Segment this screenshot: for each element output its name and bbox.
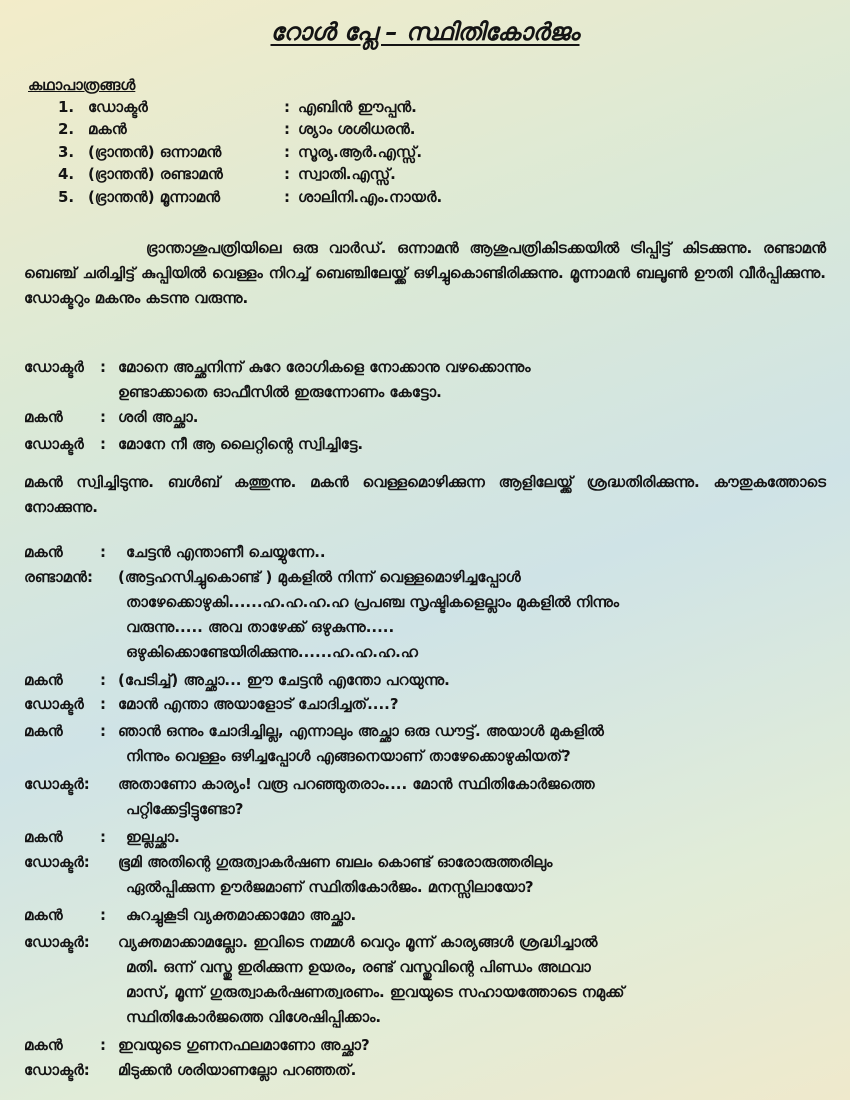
character-row: 4. (ഭ്രാന്തൻ) രണ്ടാമൻ : സ്വാതി.എസ്സ്. xyxy=(58,165,396,183)
dialogue-colon: : xyxy=(100,408,106,426)
dialogue-speaker: ഡോക്ടർ: xyxy=(24,775,90,793)
character-actor: ശ്യാം ശശിധരൻ. xyxy=(298,120,416,138)
dialogue-speaker: ഡോക്ടർ xyxy=(24,358,84,376)
character-row: 1. ഡോക്ടർ : എബിൻ ഈപ്പൻ. xyxy=(58,98,417,116)
dialogue-speaker: മകൻ xyxy=(24,1036,63,1054)
dialogue-speaker: ഡോക്ടർ: xyxy=(24,933,90,951)
dialogue-speaker: രണ്ടാമൻ: xyxy=(24,568,93,586)
dialogue-line: വ്യക്തമാക്കാമല്ലോ. ഇവിടെ നമ്മൾ വെറും മൂന്ന് കാര്യങ്ങൾ ശ്രദ്ധിച്ചാൽ xyxy=(118,933,598,951)
dialogue-line: (അട്ടഹസിച്ചുകൊണ്ട് ) മുകളിൽ നിന്ന് വെള്ളമൊഴിച്ചപ്പോൾ xyxy=(118,568,521,586)
dialogue-line: മിടുക്കൻ ശരിയാണല്ലോ പറഞ്ഞത്. xyxy=(118,1061,357,1079)
character-row: 2. മകൻ : ശ്യാം ശശിധരൻ. xyxy=(58,120,416,138)
character-role: മകൻ xyxy=(88,120,127,138)
dialogue-line: ഭൂമി അതിന്റെ ഗുരുത്വാകർഷണ ബലം കൊണ്ട് ഓരോരുത്തരിലും xyxy=(118,853,553,871)
dialogue-speaker: മകൻ xyxy=(24,671,63,689)
dialogue-speaker: മകൻ xyxy=(24,408,63,426)
dialogue-line: താഴേക്കൊഴുകി......ഹ.ഹ.ഹ.ഹ പ്രപഞ്ച സൃഷ്ടികളെല്ലാം മുകളിൽ നിന്നും xyxy=(126,593,620,611)
dialogue-colon: : xyxy=(100,906,106,924)
character-role: (ഭ്രാന്തൻ) ഒന്നാമൻ xyxy=(88,143,222,161)
scene-description-2: മകൻ സ്വിച്ചിടുന്നു. ബൾബ് കത്തുന്നു. മകൻ വെള്ളമൊഴിക്കുന്ന ആളിലേയ്ക്ക് ശ്രദ്ധതിരിക്കുന്നു. കൗതുകത്തോടെ നോക്കുന്നു. xyxy=(24,473,826,516)
character-role: (ഭ്രാന്തൻ) രണ്ടാമൻ xyxy=(88,165,223,183)
dialogue-colon: : xyxy=(100,543,106,561)
dialogue-line: ഒഴുകിക്കൊണ്ടേയിരിക്കുന്നു......ഹ.ഹ.ഹ.ഹ xyxy=(126,643,419,661)
dialogue-speaker: ഡോക്ടർ xyxy=(24,435,84,453)
dialogue-line: മോൻ എന്താ അയാളോട് ചോദിച്ചത്....? xyxy=(118,695,399,713)
dialogue-line: ഇവയുടെ ഗുണനഫലമാണോ അച്ഛാ? xyxy=(118,1036,370,1054)
dialogue-line: പറ്റിക്കേട്ടിട്ടുണ്ടോ? xyxy=(126,800,244,818)
dialogue-line: ഇല്ലച്ഛാ. xyxy=(126,828,180,846)
character-number: 3. xyxy=(58,143,75,161)
dialogue-line: അതാണോ കാര്യം! വരൂ പറഞ്ഞുതരാം.... മോൻ സ്ഥിതികോർജത്തെ xyxy=(118,775,595,793)
dialogue-line: (പേടിച്ച്) അച്ഛാ... ഈ ചേട്ടൻ എന്തോ പറയുന്നു. xyxy=(118,671,450,689)
character-actor: സ്വാതി.എസ്സ്. xyxy=(298,165,396,183)
character-role: (ഭ്രാന്തൻ) മൂന്നാമൻ xyxy=(88,188,221,206)
dialogue-line: മോനേ നീ ആ ലൈറ്റിന്റെ സ്വിച്ചിട്ടേ. xyxy=(118,435,364,453)
dialogue-colon: : xyxy=(100,435,106,453)
dialogue-line: സ്ഥിതികോർജത്തെ വിശേഷിപ്പിക്കാം. xyxy=(126,1008,382,1026)
character-row: 5. (ഭ്രാന്തൻ) മൂന്നാമൻ : ശാലിനി.എം.നായർ. xyxy=(58,188,443,206)
dialogue-line: നിന്നും വെള്ളം ഒഴിച്ചപ്പോൾ എങ്ങനെയാണ് താഴേക്കൊഴുകിയത്? xyxy=(126,747,571,765)
dialogue-line: മതി. ഒന്ന് വസ്തു ഇരിക്കുന്ന ഉയരം, രണ്ട് വസ്തുവിന്റെ പിണ്ഡം അഥവാ xyxy=(126,958,591,976)
dialogue-line: ചേട്ടൻ എന്താണീ ചെയ്യുന്നേ.. xyxy=(126,543,326,561)
dialogue-colon: : xyxy=(100,695,106,713)
dialogue-speaker: മകൻ xyxy=(24,906,63,924)
dialogue-colon: : xyxy=(100,671,106,689)
characters-heading: കഥാപാത്രങ്ങൾ xyxy=(28,76,136,94)
character-actor: ശാലിനി.എം.നായർ. xyxy=(298,188,443,206)
character-actor: സൂര്യ.ആർ.എസ്സ്. xyxy=(298,143,423,161)
scene-description: ഭ്രാന്താശുപത്രിയിലെ ഒരു വാർഡ്. ഒന്നാമൻ ആശുപത്രികിടക്കയിൽ ട്രിപ്പിട്ട് കിടക്കുന്നു. രണ്ടാമൻ ബെഞ്ച് ചരിച്ചിട്ട് കുപ്പിയിൽ വെള്ളം നിറച്ച് ബെഞ്ചിലേയ്ക്ക് ഒഴിച്ചുകൊണ്ടിരിക്കുന്നു. മൂന്നാമൻ ബലൂൺ ഊതി വീർപ്പിക്കുന്നു. ഡോക്ടറും മകനും കടന്നു വരുന്നു. xyxy=(24,239,826,307)
character-role: ഡോക്ടർ xyxy=(88,98,148,116)
character-number: 2. xyxy=(58,120,75,138)
character-actor: എബിൻ ഈപ്പൻ. xyxy=(298,98,417,116)
page-title: റോൾ പ്ലേ – സ്ഥിതികോർജം xyxy=(270,18,580,46)
dialogue-colon: : xyxy=(100,358,106,376)
character-number: 1. xyxy=(58,98,75,116)
dialogue-speaker: മകൻ xyxy=(24,828,63,846)
character-number: 5. xyxy=(58,188,75,206)
dialogue-colon: : xyxy=(100,828,106,846)
dialogue-line: വരുന്നു..... അവ താഴേക്ക് ഒഴുകുന്നു..... xyxy=(126,618,395,636)
dialogue-speaker: ഡോക്ടർ xyxy=(24,695,84,713)
character-row: 3. (ഭ്രാന്തൻ) ഒന്നാമൻ : സൂര്യ.ആർ.എസ്സ്. xyxy=(58,143,423,161)
dialogue-line: ശരി അച്ഛാ. xyxy=(118,408,199,426)
dialogue-line: കുറച്ചുകൂടി വ്യക്തമാക്കാമോ അച്ഛാ. xyxy=(126,906,357,924)
dialogue-colon: : xyxy=(100,1036,106,1054)
dialogue-colon: : xyxy=(100,722,106,740)
dialogue-speaker: മകൻ xyxy=(24,722,63,740)
dialogue-line: ഏൽപ്പിക്കുന്ന ഊർജമാണ് സ്ഥിതികോർജം. മനസ്സിലായോ? xyxy=(126,878,534,896)
dialogue-speaker: ഡോക്ടർ: xyxy=(24,853,90,871)
dialogue-line: മോനെ അച്ഛനിന്ന് കുറേ രോഗികളെ നോക്കാനു വഴക്കൊന്നും xyxy=(118,358,531,376)
dialogue-line: ഞാൻ ഒന്നും ചോദിച്ചില്ല, എന്നാലും അച്ഛാ ഒരു ഡൗട്ട്. അയാൾ മുകളിൽ xyxy=(118,722,604,740)
dialogue-speaker: ഡോക്ടർ: xyxy=(24,1061,90,1079)
character-number: 4. xyxy=(58,165,75,183)
dialogue-line: ഉണ്ടാക്കാതെ ഓഫീസിൽ ഇരുന്നോണം കേട്ടോ. xyxy=(118,383,442,401)
dialogue-speaker: മകൻ xyxy=(24,543,63,561)
dialogue-line: മാസ്, മൂന്ന് ഗുരുത്വാകർഷണത്വരണം. ഇവയുടെ സഹായത്തോടെ നമുക്ക് xyxy=(126,983,625,1001)
